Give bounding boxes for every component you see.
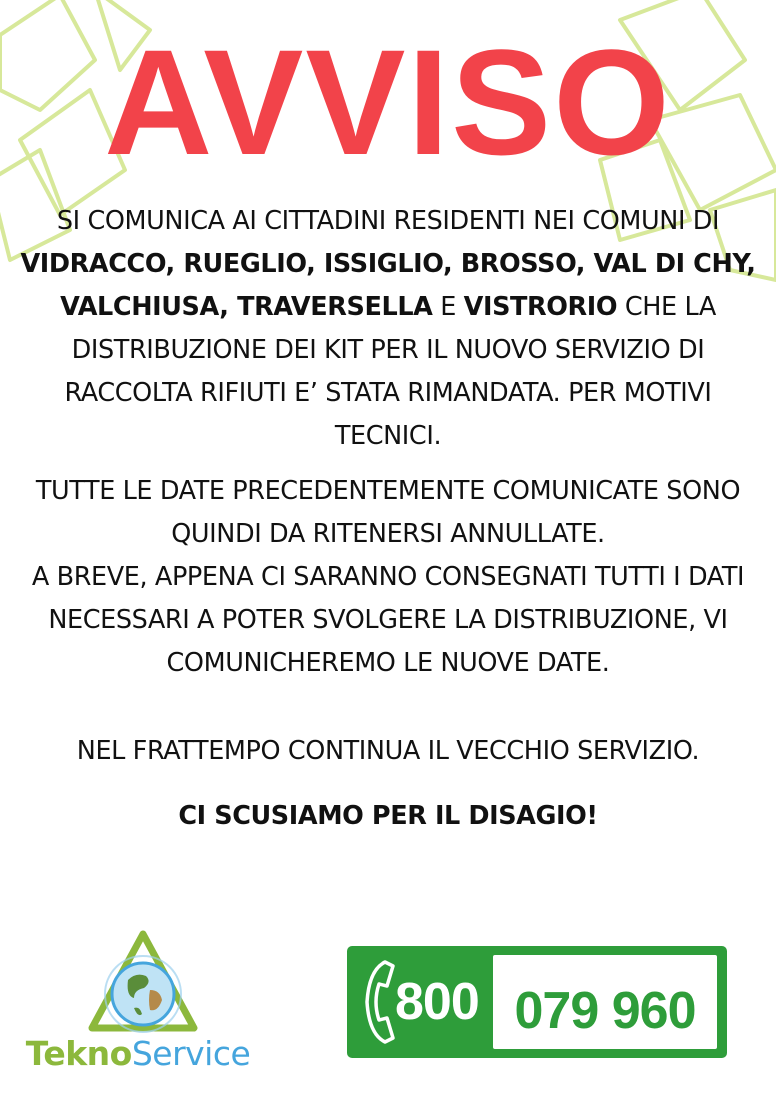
logo-word-tekno: Tekno bbox=[25, 1034, 132, 1073]
p1-towns: VIDRACCO, RUEGLIO, ISSIGLIO, BROSSO, VAL DI CHY, VALCHIUSA, TRAVERSELLA bbox=[20, 249, 756, 322]
p2-line-2: A BREVE, APPENA CI SARANNO CONSEGNATI TUTTI I DATI NECESSARI A POTER SVOLGERE LA DISTRIBUZIONE, VI COMUNICHEREMO LE NUOVE DATE. bbox=[31, 562, 745, 678]
notice-paragraph-3: NEL FRATTEMPO CONTINUA IL VECCHIO SERVIZIO. bbox=[76, 736, 700, 766]
p1-town-vistrorio: VISTRORIO bbox=[463, 292, 618, 322]
p1-conjunction: E bbox=[432, 292, 464, 322]
logo-word-service: Service bbox=[131, 1034, 251, 1073]
teknoservice-logo bbox=[20, 930, 256, 1080]
phone-handset-icon bbox=[359, 958, 399, 1046]
apology-text: CI SCUSIAMO PER IL DISAGIO! bbox=[178, 801, 598, 831]
toll-free-number-badge bbox=[347, 946, 727, 1058]
globe-recycle-icon bbox=[88, 930, 198, 1040]
phone-number-box bbox=[493, 955, 717, 1049]
notice-paragraph-2 bbox=[18, 470, 758, 685]
phone-number: 079 960 bbox=[514, 982, 696, 1040]
p1-rest: CHE LA DISTRIBUZIONE DEI KIT PER IL NUOVO SERVIZIO DI RACCOLTA RIFIUTI E’ STATA RIMANDATA. PER MOTIVI TECNICI. bbox=[64, 292, 716, 451]
notice-title: AVVISO bbox=[104, 18, 672, 186]
notice-paragraph-1 bbox=[18, 200, 758, 458]
p2-line-1: TUTTE LE DATE PRECEDENTEMENTE COMUNICATE SONO QUINDI DA RITENERSI ANNULLATE. bbox=[35, 476, 741, 549]
phone-prefix: 800 bbox=[395, 973, 479, 1031]
logo-wordmark bbox=[20, 1034, 256, 1074]
p1-intro: SI COMUNICA AI CITTADINI RESIDENTI NEI COMUNI DI bbox=[56, 206, 720, 236]
